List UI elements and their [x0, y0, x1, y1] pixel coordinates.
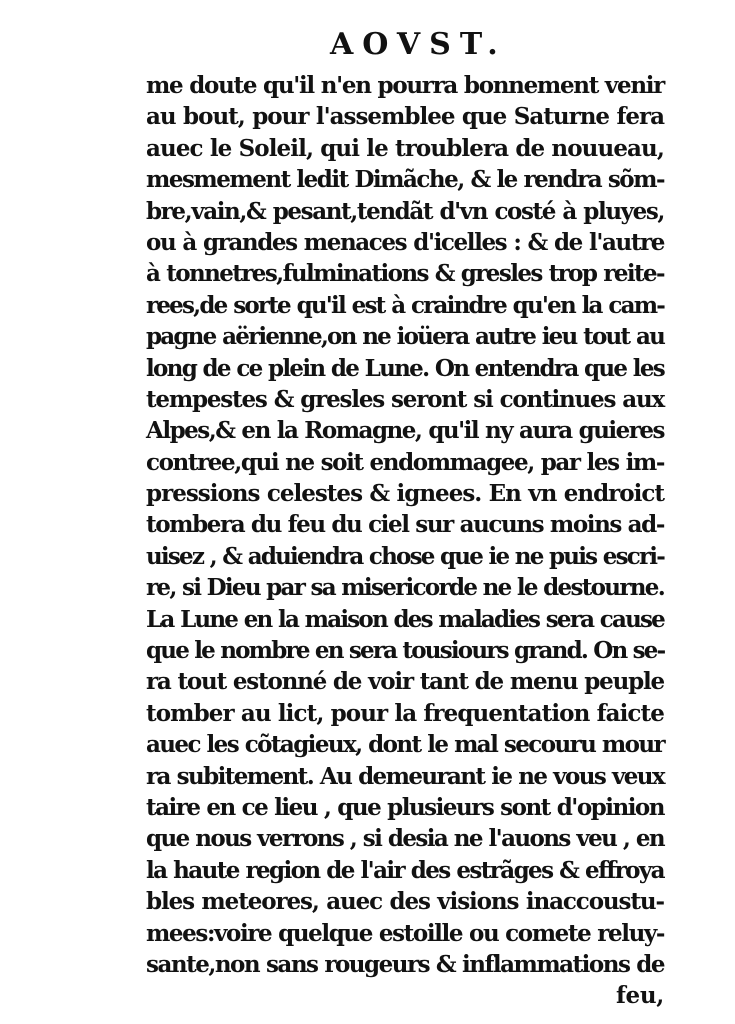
- text-line: pressions celestes & ignees. En vn endroict: [146, 480, 664, 508]
- text-line: à tonnetres,fulminations & gresles trop reite-: [146, 260, 664, 288]
- text-line: rees,de sorte qu'il est à craindre qu'en la cam-: [146, 291, 664, 319]
- body-text: [146, 70, 664, 1012]
- text-line: bles meteores, auec des visions inaccoustu-: [146, 888, 664, 916]
- text-line: me doute qu'il n'en pourra bonnement venir: [146, 72, 664, 99]
- text-line: tombera du feu du ciel sur aucuns moins ad-: [146, 511, 664, 539]
- text-line: contree,qui ne soit endommagee, par les im-: [146, 448, 664, 476]
- text-line: ra subitement. Au demeurant ie ne vous veux: [146, 762, 664, 790]
- text-line: ra tout estonné de voir tant de menu peuple: [146, 668, 664, 696]
- text-line: que nous verrons , si desia ne l'auons veu , en: [146, 825, 664, 853]
- text-line: auec les cõtagieux, dont le mal secouru mour: [146, 731, 664, 759]
- text-line: la haute region de l'air des estrãges & effroya: [146, 856, 664, 884]
- text-line: mees:voire quelque estoille ou comete reluy-: [146, 919, 664, 947]
- text-line: taire en ce lieu , que plusieurs sont d'opinion: [146, 793, 664, 821]
- running-head: AOVST.: [330, 27, 507, 62]
- text-line: tempestes & gresles seront si continues aux: [146, 385, 664, 413]
- text-line: sante,non sans rougeurs & inflammations de: [146, 950, 664, 978]
- text-line: bre,vain,& pesant,tendãt d'vn costé à pluyes,: [146, 197, 664, 225]
- text-line: mesmement ledit Dimãche, & le rendra sõm-: [146, 166, 664, 194]
- text-line: Alpes,& en la Romagne, qu'il ny aura guieres: [146, 417, 664, 445]
- text-line: long de ce plein de Lune. On entendra que les: [146, 354, 664, 382]
- text-line: La Lune en la maison des maladies sera cause: [146, 605, 664, 633]
- text-line: que le nombre en sera tousiours grand. On se-: [146, 637, 665, 665]
- text-line: re, si Dieu par sa misericorde ne le destourne.: [146, 574, 664, 602]
- text-line: pagne aërienne,on ne ioüera autre ieu tout au: [146, 323, 664, 351]
- text-line: uisez , & aduiendra chose que ie ne puis escri-: [146, 542, 664, 570]
- text-line: tomber au lict, pour la frequentation faicte: [146, 699, 664, 727]
- text-line: auec le Soleil, qui le troublera de nouueau,: [146, 134, 664, 162]
- text-line: au bout, pour l'assemblee que Saturne fera: [146, 103, 664, 131]
- text-line: ou à grandes menaces d'icelles : & de l'autre: [146, 228, 664, 256]
- catchword: feu,: [615, 982, 664, 1010]
